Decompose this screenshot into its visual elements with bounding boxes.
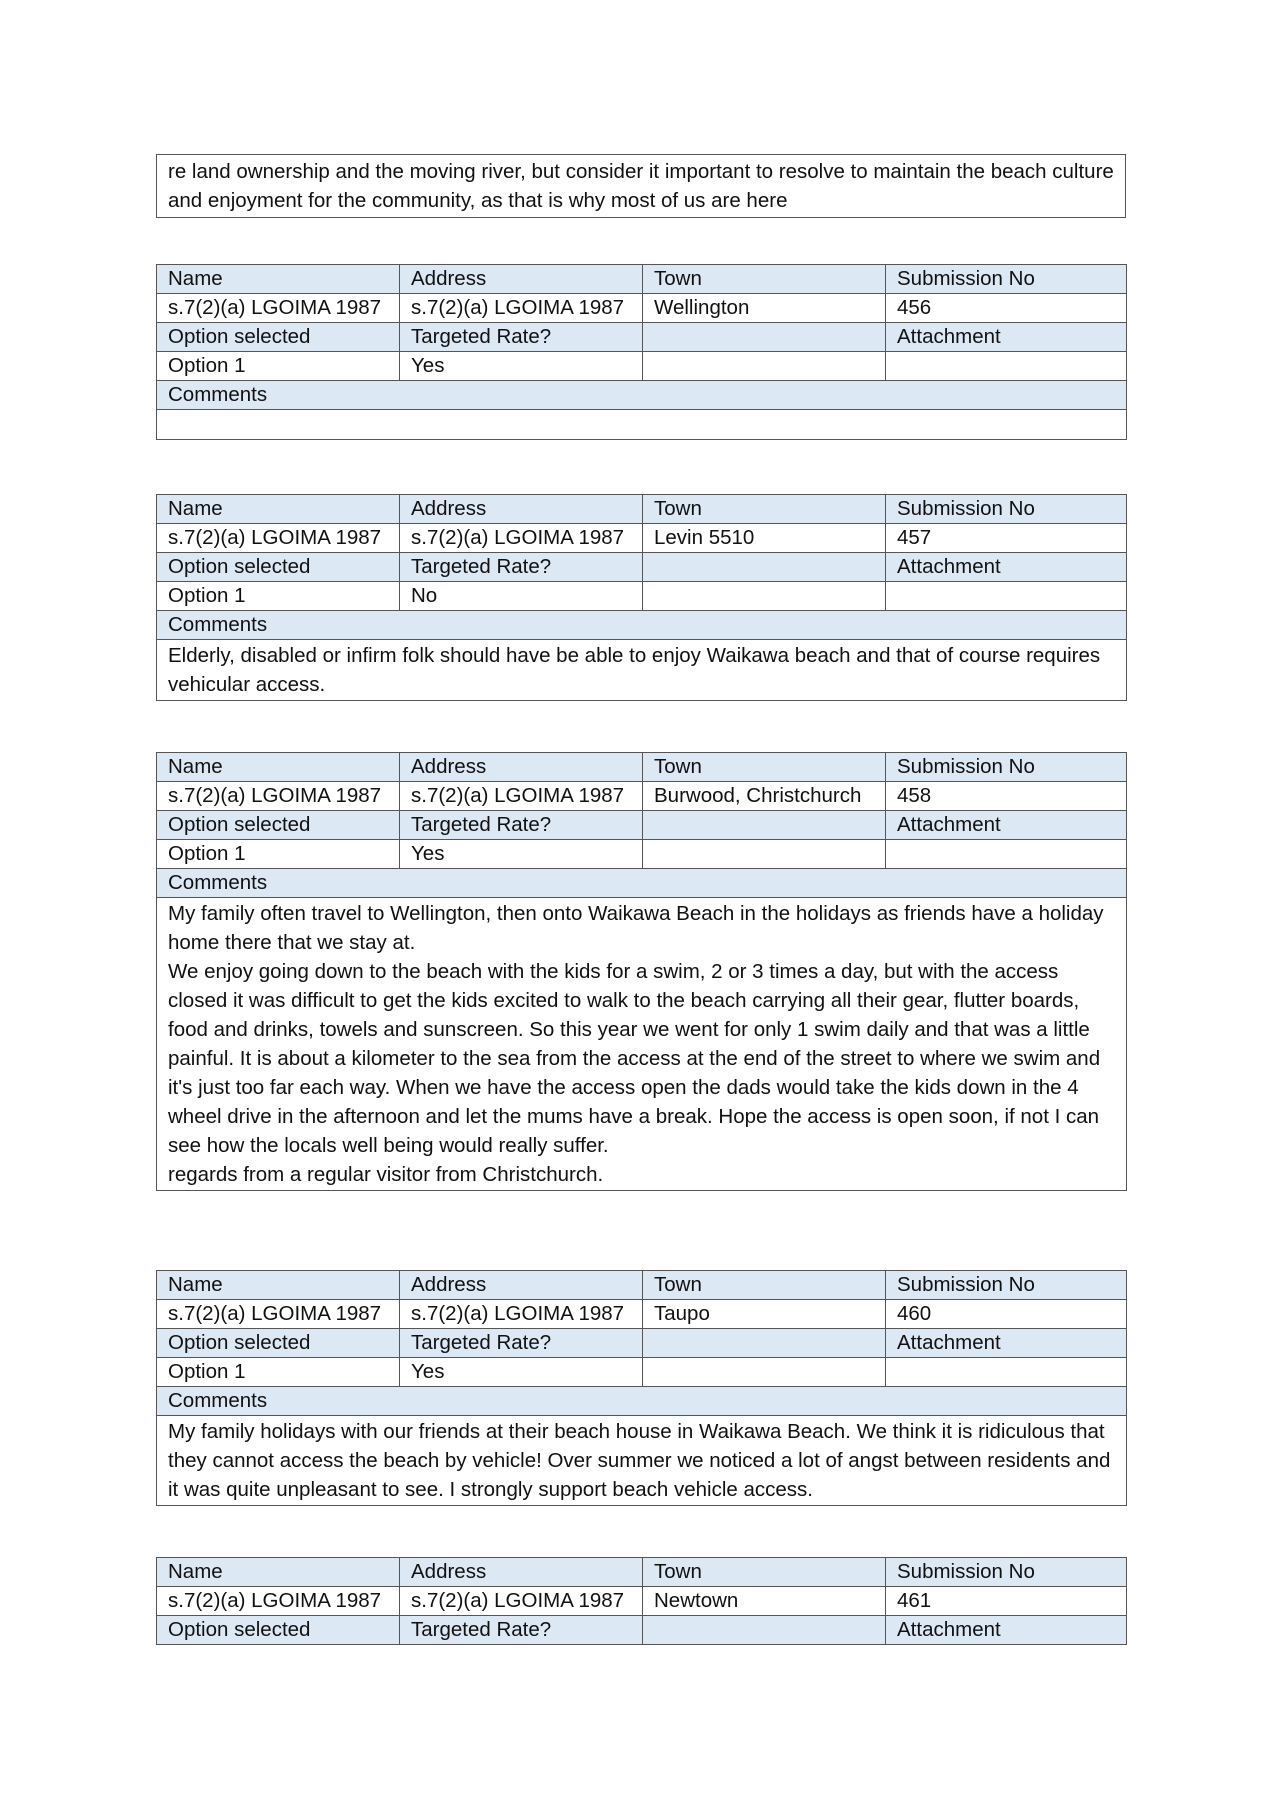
option-selected-label: Option selected — [157, 1616, 400, 1645]
submission-no-label: Submission No — [886, 265, 1127, 294]
address-value: s.7(2)(a) LGOIMA 1987 — [400, 294, 643, 323]
blank-cell — [643, 352, 886, 381]
town-label: Town — [643, 753, 886, 782]
comments-text — [157, 410, 1127, 440]
name-label: Name — [157, 1558, 400, 1587]
targeted-rate-value: Yes — [400, 840, 643, 869]
town-label: Town — [643, 495, 886, 524]
town-value: Levin 5510 — [643, 524, 886, 553]
town-value: Newtown — [643, 1587, 886, 1616]
name-value: s.7(2)(a) LGOIMA 1987 — [157, 782, 400, 811]
attachment-value — [886, 352, 1127, 381]
blank-cell — [643, 1329, 886, 1358]
submission-no-label: Submission No — [886, 1558, 1127, 1587]
town-label: Town — [643, 265, 886, 294]
comments-text: Elderly, disabled or infirm folk should have be able to enjoy Waikawa beach and that of course requires vehicular access. — [157, 640, 1127, 701]
town-value: Burwood, Christchurch — [643, 782, 886, 811]
option-value: Option 1 — [157, 582, 400, 611]
attachment-label: Attachment — [886, 1616, 1127, 1645]
targeted-rate-label: Targeted Rate? — [400, 1616, 643, 1645]
town-label: Town — [643, 1271, 886, 1300]
submission-no-label: Submission No — [886, 1271, 1127, 1300]
comments-text: My family holidays with our friends at their beach house in Waikawa Beach. We think it is ridiculous that they cannot access the beach by vehicle! Over summer we noticed a lot of angst between residents and it was quite unpleasant to see. I strongly support beach vehicle access. — [157, 1416, 1127, 1506]
address-label: Address — [400, 1271, 643, 1300]
attachment-label: Attachment — [886, 811, 1127, 840]
attachment-label: Attachment — [886, 323, 1127, 352]
option-selected-label: Option selected — [157, 1329, 400, 1358]
attachment-label: Attachment — [886, 1329, 1127, 1358]
option-selected-label: Option selected — [157, 553, 400, 582]
comments-label: Comments — [157, 381, 1127, 410]
targeted-rate-value: Yes — [400, 1358, 643, 1387]
address-value: s.7(2)(a) LGOIMA 1987 — [400, 524, 643, 553]
address-value: s.7(2)(a) LGOIMA 1987 — [400, 782, 643, 811]
option-value: Option 1 — [157, 840, 400, 869]
address-value: s.7(2)(a) LGOIMA 1987 — [400, 1587, 643, 1616]
address-label: Address — [400, 495, 643, 524]
comments-label: Comments — [157, 611, 1127, 640]
targeted-rate-value: No — [400, 582, 643, 611]
town-label: Town — [643, 1558, 886, 1587]
comments-label: Comments — [157, 1387, 1127, 1416]
name-label: Name — [157, 1271, 400, 1300]
targeted-rate-value: Yes — [400, 352, 643, 381]
blank-cell — [643, 323, 886, 352]
submission-table — [156, 1270, 1127, 1506]
document-page — [156, 154, 1126, 1641]
address-label: Address — [400, 1558, 643, 1587]
town-value: Wellington — [643, 294, 886, 323]
name-value: s.7(2)(a) LGOIMA 1987 — [157, 1587, 400, 1616]
targeted-rate-label: Targeted Rate? — [400, 1329, 643, 1358]
blank-cell — [643, 582, 886, 611]
option-value: Option 1 — [157, 352, 400, 381]
address-label: Address — [400, 265, 643, 294]
option-value: Option 1 — [157, 1358, 400, 1387]
attachment-label: Attachment — [886, 553, 1127, 582]
targeted-rate-label: Targeted Rate? — [400, 323, 643, 352]
name-label: Name — [157, 495, 400, 524]
submission-no-value: 458 — [886, 782, 1127, 811]
comments-label: Comments — [157, 869, 1127, 898]
submission-no-label: Submission No — [886, 753, 1127, 782]
targeted-rate-label: Targeted Rate? — [400, 553, 643, 582]
address-label: Address — [400, 753, 643, 782]
blank-cell — [643, 1358, 886, 1387]
name-value: s.7(2)(a) LGOIMA 1987 — [157, 1300, 400, 1329]
submission-no-value: 461 — [886, 1587, 1127, 1616]
blank-cell — [643, 553, 886, 582]
targeted-rate-label: Targeted Rate? — [400, 811, 643, 840]
name-label: Name — [157, 753, 400, 782]
town-value: Taupo — [643, 1300, 886, 1329]
submission-no-value: 456 — [886, 294, 1127, 323]
option-selected-label: Option selected — [157, 323, 400, 352]
attachment-value — [886, 840, 1127, 869]
name-label: Name — [157, 265, 400, 294]
submission-table — [156, 1557, 1127, 1645]
option-selected-label: Option selected — [157, 811, 400, 840]
address-value: s.7(2)(a) LGOIMA 1987 — [400, 1300, 643, 1329]
submission-table — [156, 264, 1127, 440]
submission-table — [156, 752, 1127, 1191]
attachment-value — [886, 1358, 1127, 1387]
submission-table — [156, 494, 1127, 701]
blank-cell — [643, 1616, 886, 1645]
submission-no-label: Submission No — [886, 495, 1127, 524]
name-value: s.7(2)(a) LGOIMA 1987 — [157, 294, 400, 323]
submission-no-value: 460 — [886, 1300, 1127, 1329]
blank-cell — [643, 811, 886, 840]
continuation-comment-box: re land ownership and the moving river, but consider it important to resolve to maintain the beach culture and enjoyment for the community, as that is why most of us are here — [156, 154, 1126, 218]
name-value: s.7(2)(a) LGOIMA 1987 — [157, 524, 400, 553]
attachment-value — [886, 582, 1127, 611]
submission-no-value: 457 — [886, 524, 1127, 553]
blank-cell — [643, 840, 886, 869]
comments-text: My family often travel to Wellington, then onto Waikawa Beach in the holidays as friends have a holiday home there that we stay at. We enjoy going down to the beach with the kids for a swim, 2 or 3 times a day, but with the access closed it was difficult to get the kids excited to walk to the beach carrying all their gear, flutter boards, food and drinks, towels and sunscreen. So this year we went for only 1 swim daily and that was a little painful. It is about a kilometer to the sea from the access at the end of the street to where we swim and it's just too far each way. When we have the access open the dads would take the kids down in the 4 wheel drive in the afternoon and let the mums have a break. Hope the access is open soon, if not I can see how the locals well being would really suffer. regards from a regular visitor from Christchurch. — [157, 898, 1127, 1191]
